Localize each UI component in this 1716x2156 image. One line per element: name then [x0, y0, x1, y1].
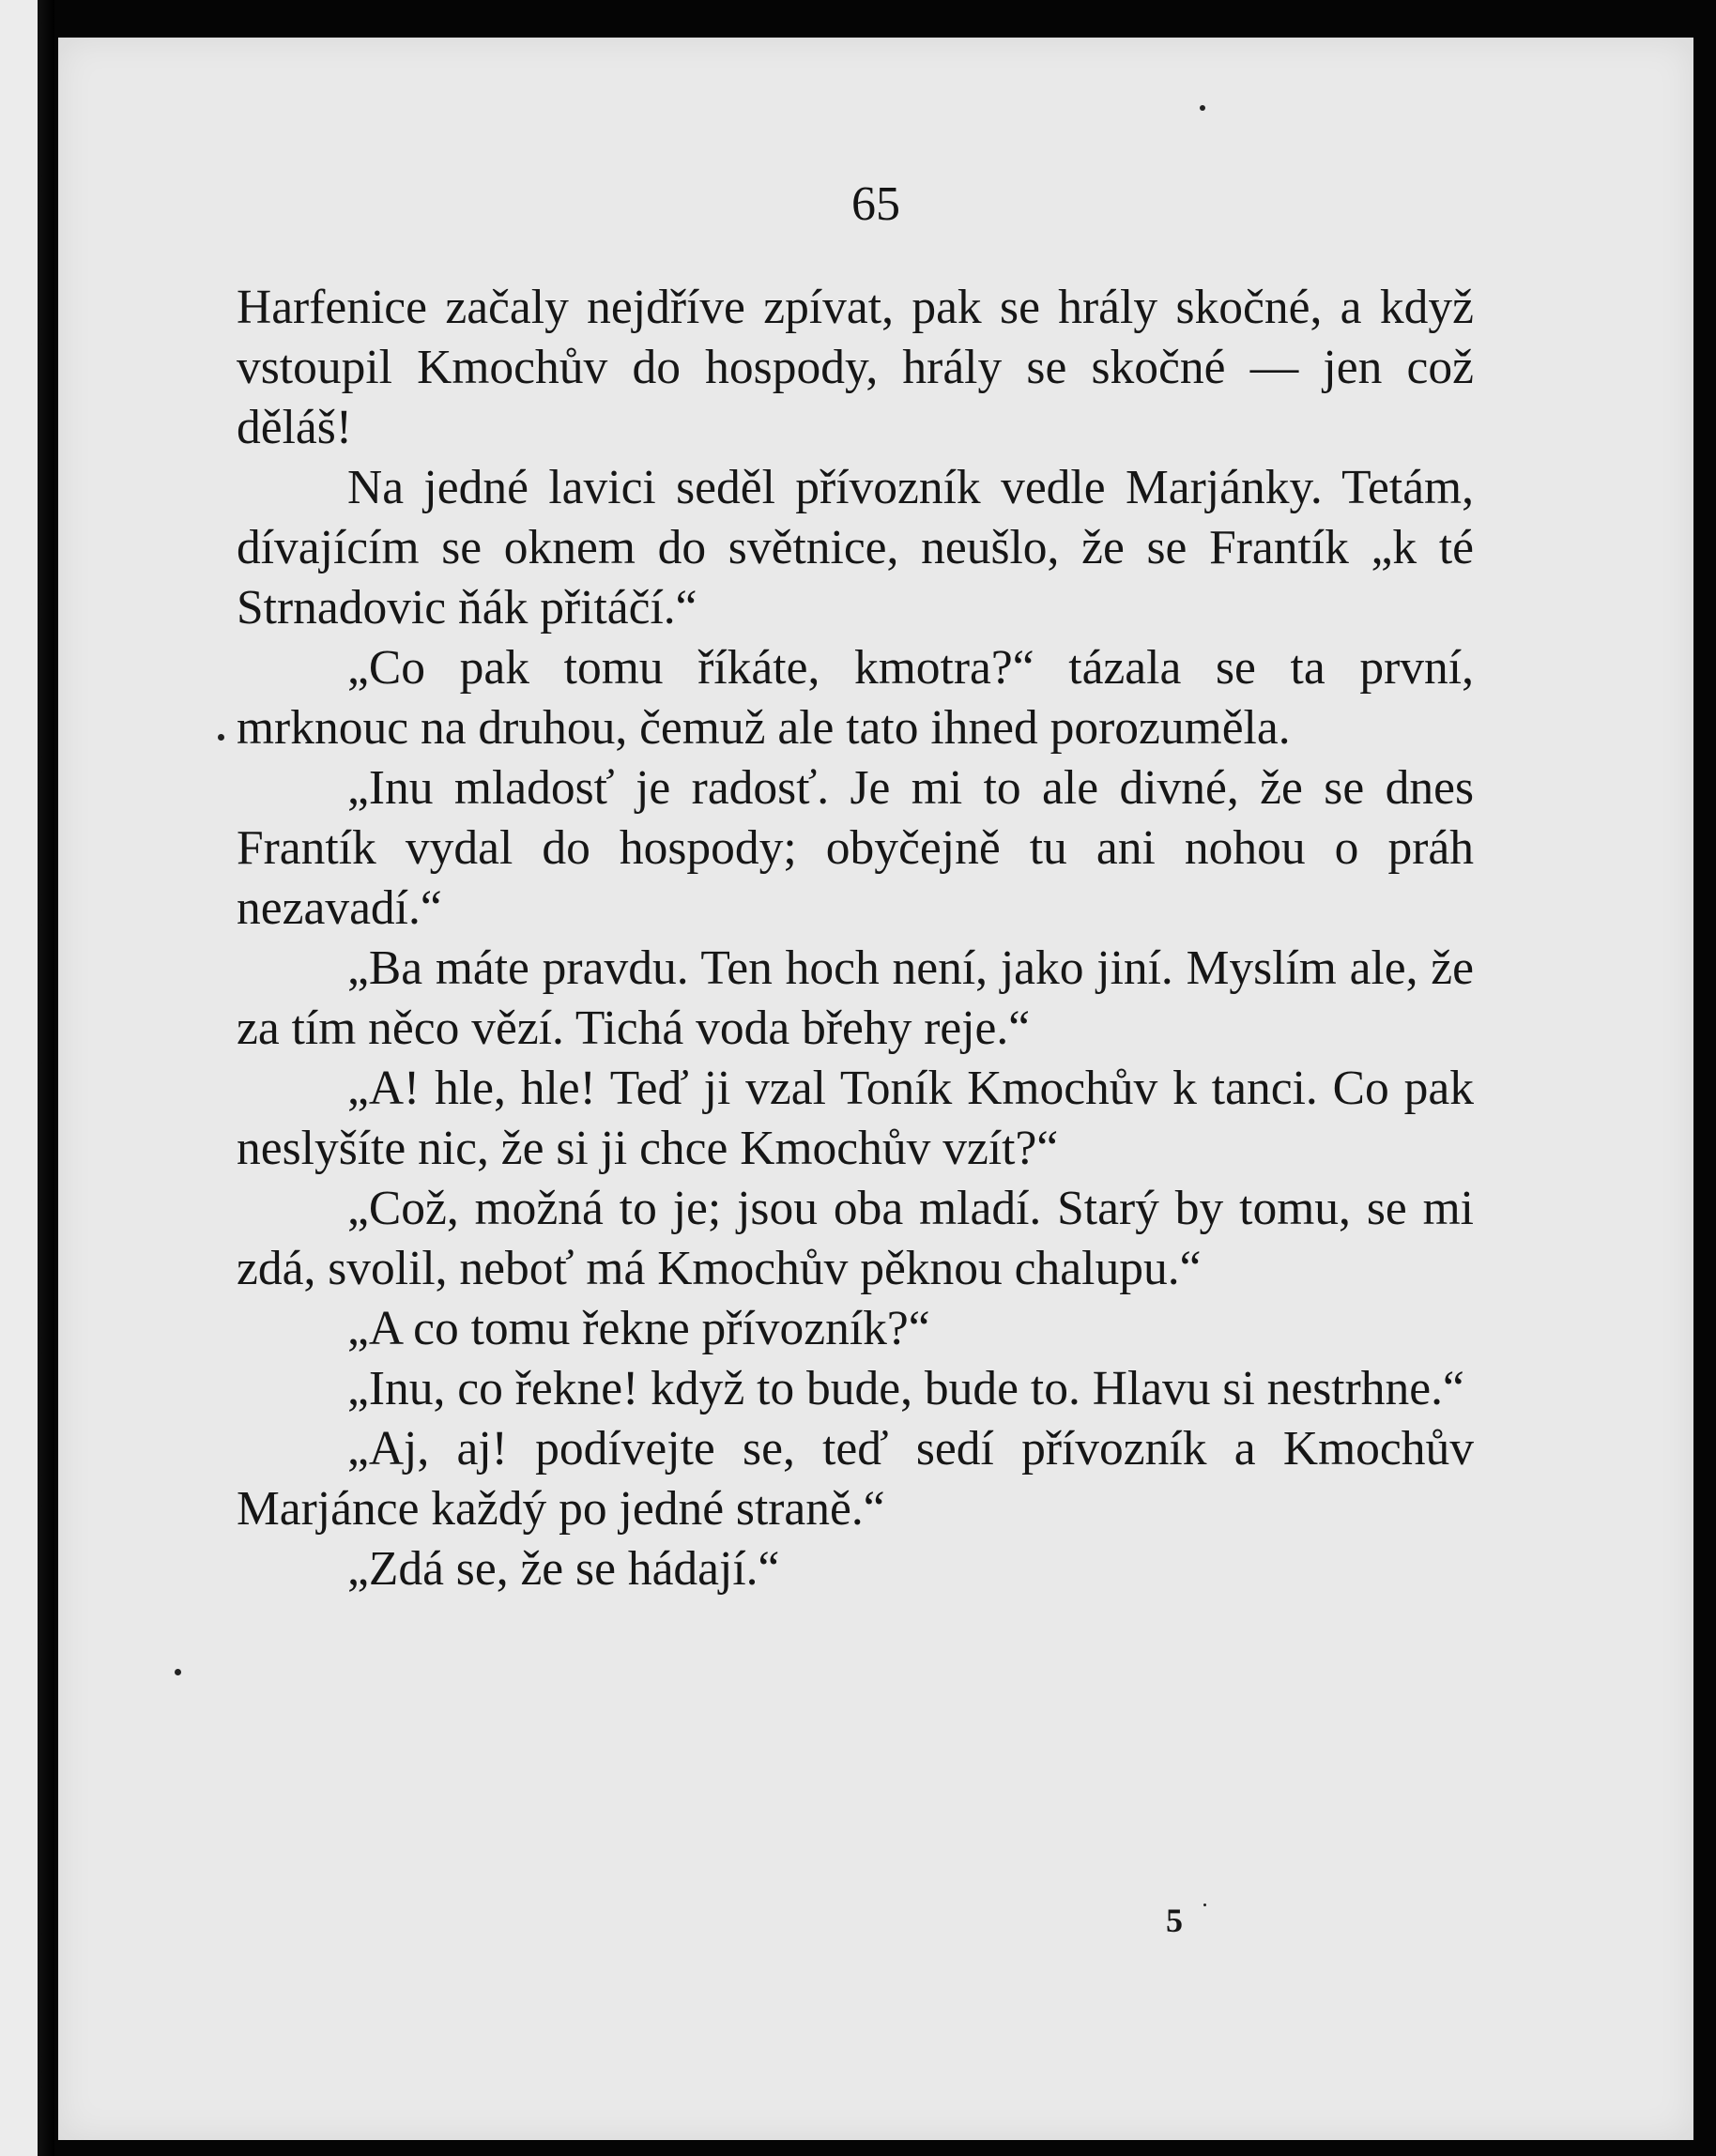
paragraph: „Inu, co řekne! když to bude, bude to. Hlavu si nestrhne.“ [347, 1362, 1464, 1415]
previous-page-edge [0, 0, 38, 2156]
page-number: 65 [851, 177, 900, 231]
paragraph: „Ba máte pravdu. Ten hoch není, jako jiní. Myslím ale, že za tím něco vězí. Tichá voda břehy reje.“ [237, 941, 1474, 1055]
page-gutter-shadow [38, 0, 54, 2156]
book-page [58, 38, 1693, 2140]
body-text [237, 278, 1474, 1599]
paragraph: „Co pak tomu říkáte, kmotra?“ tázala se ta první, mrknouc na druhou, čemuž ale tato ihned porozuměla. [237, 641, 1474, 755]
dust-speck [1203, 1904, 1206, 1906]
paragraph: „A! hle, hle! Teď ji vzal Toník Kmochův k tanci. Co pak neslyšíte nic, že si ji chce Kmochův vzít?“ [237, 1062, 1474, 1175]
dust-speck [218, 734, 224, 741]
dust-speck [1200, 105, 1205, 111]
dust-speck [175, 1669, 181, 1675]
paragraph: „Což, možná to je; jsou oba mladí. Starý by tomu, se mi zdá, svolil, neboť má Kmochův pěknou chalupu.“ [237, 1182, 1474, 1295]
paragraph: „Aj, aj! podívejte se, teď sedí přívozník a Kmochův Marjánce každý po jedné straně.“ [237, 1422, 1474, 1536]
paragraph: „Zdá se, že se hádají.“ [347, 1542, 780, 1596]
paragraph: „A co tomu řekne přívozník?“ [347, 1302, 930, 1355]
signature-mark: 5 [1166, 1902, 1183, 1939]
paragraph: Harfenice začaly nejdříve zpívat, pak se hrály skočné, a když vstoupil Kmochův do hospody, hrály se skočné — jen což děláš! [237, 281, 1474, 454]
paragraph: „Inu mladosť je radosť. Je mi to ale divné, že se dnes Frantík vydal do hospody; obyčejně tu ani nohou o práh nezavadí.“ [237, 761, 1474, 935]
paragraph: Na jedné lavici seděl přívozník vedle Marjánky. Tetám, dívajícím se oknem do světnice, neušlo, že se Frantík „k té Strnadovic ňák přitáčí.“ [237, 461, 1474, 635]
